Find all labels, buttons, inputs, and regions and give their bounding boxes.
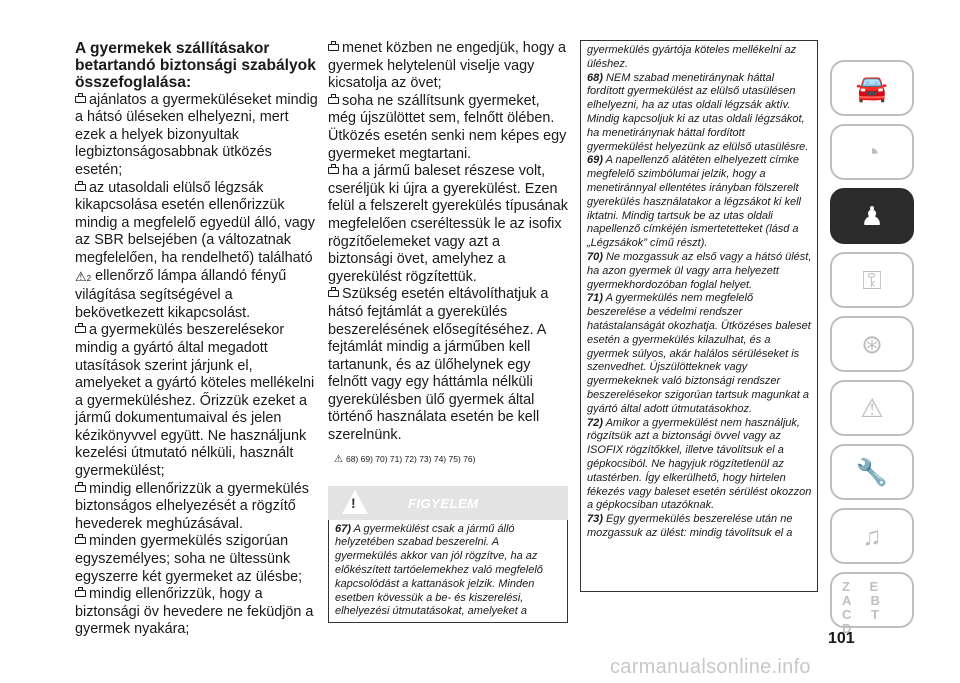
- bullet-item: mindig ellenőrizzük, hogy a biztonsági öv hevedere ne feküdjön a gyermek nyakára;: [75, 586, 314, 638]
- warning-note: 70) Ne mozgassuk az első vagy a hátsó ülést, ha azon gyermek ül vagy arra helyezett gyermekhordozóban foglal helyet.: [587, 250, 812, 291]
- warning-box-continued: [580, 40, 818, 592]
- warning-note: 68) NEM szabad menetiránynak háttal fordított gyermekülést az elülső utasülésen elhelyezni, ha az utas oldali légzsák aktív. Mindig kapcsoljuk ki az utas oldali légzsákot, ha menetiránynak háttal fordított gyermekülést helyezünk az elülső utasülésre.: [587, 71, 809, 153]
- warning-title: FIGYELEM: [408, 495, 479, 511]
- airbag-off-lamp-icon: ⚠2: [75, 268, 92, 284]
- bullet-item: ha a jármű baleset részese volt, cseréljük ki újra a gyerekülést. Ezen felül a felszerelt gyerekülés típusának megfelelően cseréltessük le az isofix rögzítőelemeket vagy azt a biztonsági övet, amelyhez a gyerekülést rögzítettük.: [328, 163, 568, 285]
- airbag-icon: ♟: [860, 201, 884, 231]
- watermark: carmanualsonline.info: [610, 656, 811, 678]
- warning-icon: ⚠: [860, 393, 884, 423]
- bullet-item: Szükség esetén eltávolíthatjuk a hátsó fejtámlát a gyerekülés beszerelésének elősegítéséhez. A fejtámlát mindig a járműben kell tartanunk, és az ülőhelynek egy felnőtt vagy egy háttámla nélküli gyerekülésben ülő gyermek által történő használata esetén be kell szerelnünk.: [328, 286, 549, 444]
- key-icon: ⚿: [862, 265, 882, 295]
- bullet-item: soha ne szállítsunk gyermeket, még újszülöttet sem, felnőtt ölében. Ütközés esetén senki nem képes egy gyermeket megtartani.: [328, 92, 567, 162]
- tab-safety-active[interactable]: [830, 188, 914, 244]
- tab-car-info[interactable]: [830, 60, 914, 116]
- warning-ref-icon: ⚠: [334, 453, 343, 465]
- bullet-icon: [75, 184, 86, 191]
- bullet-icon: [328, 167, 339, 174]
- lamp-text: ⚠2 ellenőrző lámpa állandó fényű világítása segítségével a bekövetkezett kikapcsolást.: [75, 267, 287, 321]
- wrench-icon: 🔧: [855, 457, 889, 487]
- bullet-item: minden gyermekülés szigorúan egyszemélyes; soha ne ültessünk egyszerre két gyermeket az ülésbe;: [75, 533, 303, 585]
- bullet-icon: [328, 97, 339, 104]
- warning-intro: gyermekülés gyártója köteles mellékelni az üléshez.: [587, 44, 797, 70]
- car-info-icon: 🚘: [855, 73, 889, 103]
- warning-header: ! FIGYELEM: [328, 486, 568, 520]
- tab-dashboard[interactable]: [830, 124, 914, 180]
- warning-note: 69) A napellenző alátéten elhelyezett címke megfelelő szimbólumai jelzik, hogy a menetiránnyal ellentétes irányban fölszerelt gyerekülés használatakor a légzsákot ki kell iktatni. Mindig tartsuk be az utas oldali napellenző címkéjén ismertetetteket (lásd a „Légzsákok” című részt).: [587, 154, 802, 250]
- bullet-icon: [328, 290, 339, 297]
- page-number: 101: [828, 630, 855, 647]
- tab-starting[interactable]: [830, 252, 914, 308]
- column-1: [75, 40, 320, 639]
- tab-index[interactable]: [830, 572, 914, 636]
- section-heading: A gyermekek szállításakor betartandó biztonsági szabályok összefoglalása:: [75, 40, 316, 92]
- warning-box: [328, 520, 568, 624]
- tab-emergency[interactable]: [830, 380, 914, 436]
- note-references: ⚠ 68) 69) 70) 71) 72) 73) 74) 75) 76): [334, 453, 476, 465]
- warning-note: 72) Amikor a gyermekülést nem használjuk, rögzítsük azt a biztonsági övvel vagy az ISOFIX rögzítőkkel, illetve távolítsuk el a gépkocsiból. Ne hagyjuk rögzítetlenül az utastérben. Így elkerülhető, hogy hirtelen fékezés vagy baleset esetén sérülést okozzon a gépkocsiban utazóknak.: [587, 416, 812, 512]
- warning-note: 67) A gyermekülést csak a jármű álló helyzetében szabad beszerelni. A gyermekülés akkor van jól rögzítve, ha az előkészített tartóelemekhez való megfelelő kapcsolódást a kattanások jelzik. Minden esetben kövessük a be- és kiszerelési, elhelyezési útmutatásokat, amelyeket a: [335, 522, 543, 618]
- bullet-icon: [75, 485, 86, 492]
- warning-note: 71) A gyermekülés nem megfelelő beszerelése a védelmi rendszer hatástalanságát okozhatja. Ütközéses baleset esetén a gyermekülés kilazulhat, és a gyermek súlyos, akár halálos sérüléseket is szenvedhet. Újszülötteknek vagy gyermekeknek való biztonsági rendszer beszerelésekor szigorúan tartsuk magunkat a gyártó által adott útmutatásokhoz.: [587, 292, 811, 415]
- steering-wheel-icon: ⊛: [861, 329, 883, 359]
- bullet-item: az utasoldali elülső légzsák kikapcsolása esetén ellenőrizzük mindig a megfelelő egyedül álló, vagy az SBR belsejében (a változatnak megfelelően, ha rendelhető) található: [75, 179, 315, 266]
- tab-multimedia[interactable]: [830, 508, 914, 564]
- bullet-icon: [75, 590, 86, 597]
- music-icon: ♫: [862, 521, 882, 551]
- warning-note: 73) Egy gyermekülés beszerelése után ne mozgassuk az ülést: mindig távolítsuk el a: [587, 513, 793, 539]
- dashboard-icon: ◔: [864, 137, 880, 167]
- bullet-icon: [75, 96, 86, 103]
- bullet-item: ajánlatos a gyermeküléseket mindig a hátsó üléseken elhelyezni, mert ezek a helyek bizonyultak legbiztonságosabbnak ütközés esetén;: [75, 91, 318, 178]
- column-3: [580, 40, 818, 592]
- tab-driving[interactable]: [830, 316, 914, 372]
- bullet-item: a gyermekülés beszerelésekor mindig a gyártó által megadott utasítások szerint járjunk el, amelyeket a gyártó köteles mellékelni a gyermeküléshez. Őrizzük ezeket a jármű dokumentumaival és jelen kézikönyvvel együtt. Ne használjunk kezelési útmutató nélküli, használt gyermekülést;: [75, 322, 315, 480]
- bullet-icon: [328, 44, 339, 51]
- index-letters: Z E A B C T D: [842, 579, 888, 636]
- bullet-item: menet közben ne engedjük, hogy a gyermek helytelenül viselje vagy kicsatolja az övet;: [328, 40, 567, 92]
- column-2: [328, 40, 568, 623]
- bullet-icon: [75, 537, 86, 544]
- tab-maintenance[interactable]: [830, 444, 914, 500]
- bullet-item: mindig ellenőrizzük a gyermekülés biztonságos elhelyezését a rögzítő hevederek meghúzásával.: [75, 480, 309, 532]
- bullet-icon: [75, 326, 86, 333]
